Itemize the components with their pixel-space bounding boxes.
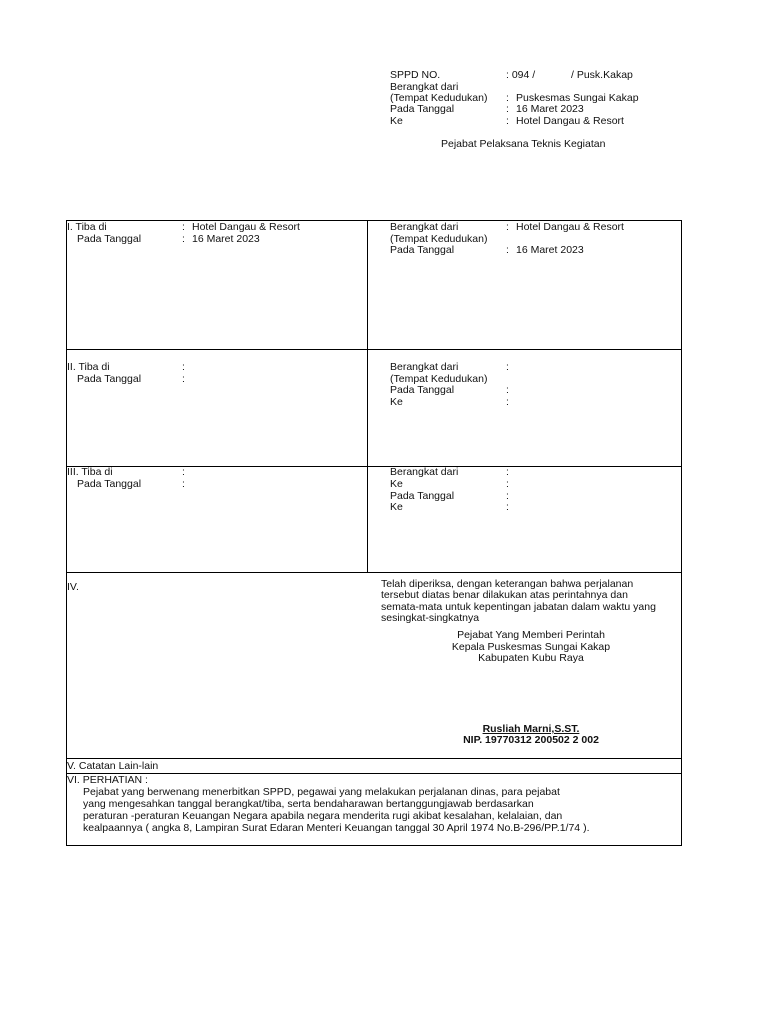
s2-tanggal-label: Pada Tanggal xyxy=(77,373,142,385)
s3-ke-colon: : xyxy=(506,478,509,490)
tempat-label: (Tempat Kedudukan) xyxy=(390,92,488,104)
s2-tanggal-colon: : xyxy=(182,373,185,385)
sppd-suffix: / Pusk.Kakap xyxy=(571,69,633,81)
s6-text-line: yang mengesahkan tanggal berangkat/tiba, serta bendaharawan bertanggungjawab berdasarkan xyxy=(83,798,534,810)
s6-label: VI. PERHATIAN : xyxy=(67,774,148,786)
s1-tanggal-colon: : xyxy=(182,233,185,245)
s3-berangkat-colon: : xyxy=(506,466,509,478)
s4-signer-title: Pejabat Yang Memberi Perintah xyxy=(457,629,605,641)
s6-text-line: Pejabat yang berwenang menerbitkan SPPD, pegawai yang melakukan perjalanan dinas, para pejabat xyxy=(83,786,560,798)
s2-berangkat-colon: : xyxy=(506,361,509,373)
s3-tanggal-colon: : xyxy=(182,478,185,490)
s2-berangkat-label: Berangkat dari xyxy=(390,361,459,373)
s2-tiba-label: II. Tiba di xyxy=(67,361,110,373)
divider-row-4 xyxy=(66,758,682,759)
s1-tanggal2-label: Pada Tanggal xyxy=(390,244,455,256)
s2-tanggal2-colon: : xyxy=(506,384,509,396)
tempat-colon: : xyxy=(506,92,509,104)
s4-signer-position: Kepala Puskesmas Sungai Kakap xyxy=(451,641,611,653)
s3-ke-label: Ke xyxy=(390,478,403,490)
s4-label: IV. xyxy=(67,581,79,593)
s2-tempat-label: (Tempat Kedudukan) xyxy=(390,373,488,385)
tanggal-colon: : xyxy=(506,103,509,115)
sppd-label: SPPD NO. xyxy=(390,69,441,81)
tempat-value: Puskesmas Sungai Kakap xyxy=(516,92,639,104)
s2-tanggal2-label: Pada Tanggal xyxy=(390,384,455,396)
s3-berangkat-label: Berangkat dari xyxy=(390,466,459,478)
s2-ke-label: Ke xyxy=(390,396,403,408)
s1-tiba-colon: : xyxy=(182,221,185,233)
s1-tanggal2-colon: : xyxy=(506,244,509,256)
tanggal-value: 16 Maret 2023 xyxy=(516,103,584,115)
s2-tiba-colon: : xyxy=(182,361,185,373)
s4-signer-name: Rusliah Marni,S.ST. xyxy=(482,723,580,735)
s4-statement-line: semata-mata untuk kepentingan jabatan dalam waktu yang xyxy=(381,601,656,613)
ke-value: Hotel Dangau & Resort xyxy=(516,115,624,127)
divider-row-5 xyxy=(66,773,682,774)
s3-ke2-colon: : xyxy=(506,501,509,513)
form-table xyxy=(66,220,682,846)
s1-berangkat-label: Berangkat dari xyxy=(390,221,459,233)
berangkat-label: Berangkat dari xyxy=(390,81,459,93)
s1-tiba-value: Hotel Dangau & Resort xyxy=(192,221,300,233)
s4-signer-region: Kabupaten Kubu Raya xyxy=(478,652,584,664)
s5-label: V. Catatan Lain-lain xyxy=(67,760,159,772)
s2-ke-colon: : xyxy=(506,396,509,408)
s1-tiba-label: I. Tiba di xyxy=(67,221,107,233)
s1-tanggal2-value: 16 Maret 2023 xyxy=(516,244,584,256)
sppd-number: : 094 / xyxy=(506,69,536,81)
s4-statement-line: Telah diperiksa, dengan keterangan bahwa perjalanan xyxy=(381,578,634,590)
s6-text-line: peraturan -peraturan Keuangan Negara apabila negara menderita rugi akibat kesalahan, kelalaian, dan xyxy=(83,810,563,822)
divider-row-1 xyxy=(66,349,682,350)
s4-statement-line: sesingkat-singkatnya xyxy=(381,612,480,624)
s3-tanggal2-label: Pada Tanggal xyxy=(390,490,455,502)
s1-tanggal-value: 16 Maret 2023 xyxy=(192,233,260,245)
s3-tanggal-label: Pada Tanggal xyxy=(77,478,142,490)
s1-berangkat-colon: : xyxy=(506,221,509,233)
divider-row-3 xyxy=(66,572,682,573)
s3-ke2-label: Ke xyxy=(390,501,403,513)
tanggal-label: Pada Tanggal xyxy=(390,103,455,115)
s1-berangkat-value: Hotel Dangau & Resort xyxy=(516,221,624,233)
ke-colon: : xyxy=(506,115,509,127)
s3-tanggal2-colon: : xyxy=(506,490,509,502)
s3-tiba-colon: : xyxy=(182,466,185,478)
divider-column xyxy=(367,220,368,572)
s4-signer-nip: NIP. 19770312 200502 2 002 xyxy=(463,734,599,746)
s6-text-line: kealpaannya ( angka 8, Lampiran Surat Edaran Menteri Keuangan tanggal 30 April 1974 No.B-296/PP.1/74 ). xyxy=(83,822,590,834)
ke-label: Ke xyxy=(390,115,403,127)
s1-tanggal-label: Pada Tanggal xyxy=(77,233,142,245)
pejabat-title: Pejabat Pelaksana Teknis Kegiatan xyxy=(441,138,606,150)
s4-statement-line: tersebut diatas benar dilakukan atas perintahnya dan xyxy=(381,589,628,601)
s1-tempat-label: (Tempat Kedudukan) xyxy=(390,233,488,245)
divider-row-2 xyxy=(66,466,682,467)
s3-tiba-label: III. Tiba di xyxy=(67,466,113,478)
